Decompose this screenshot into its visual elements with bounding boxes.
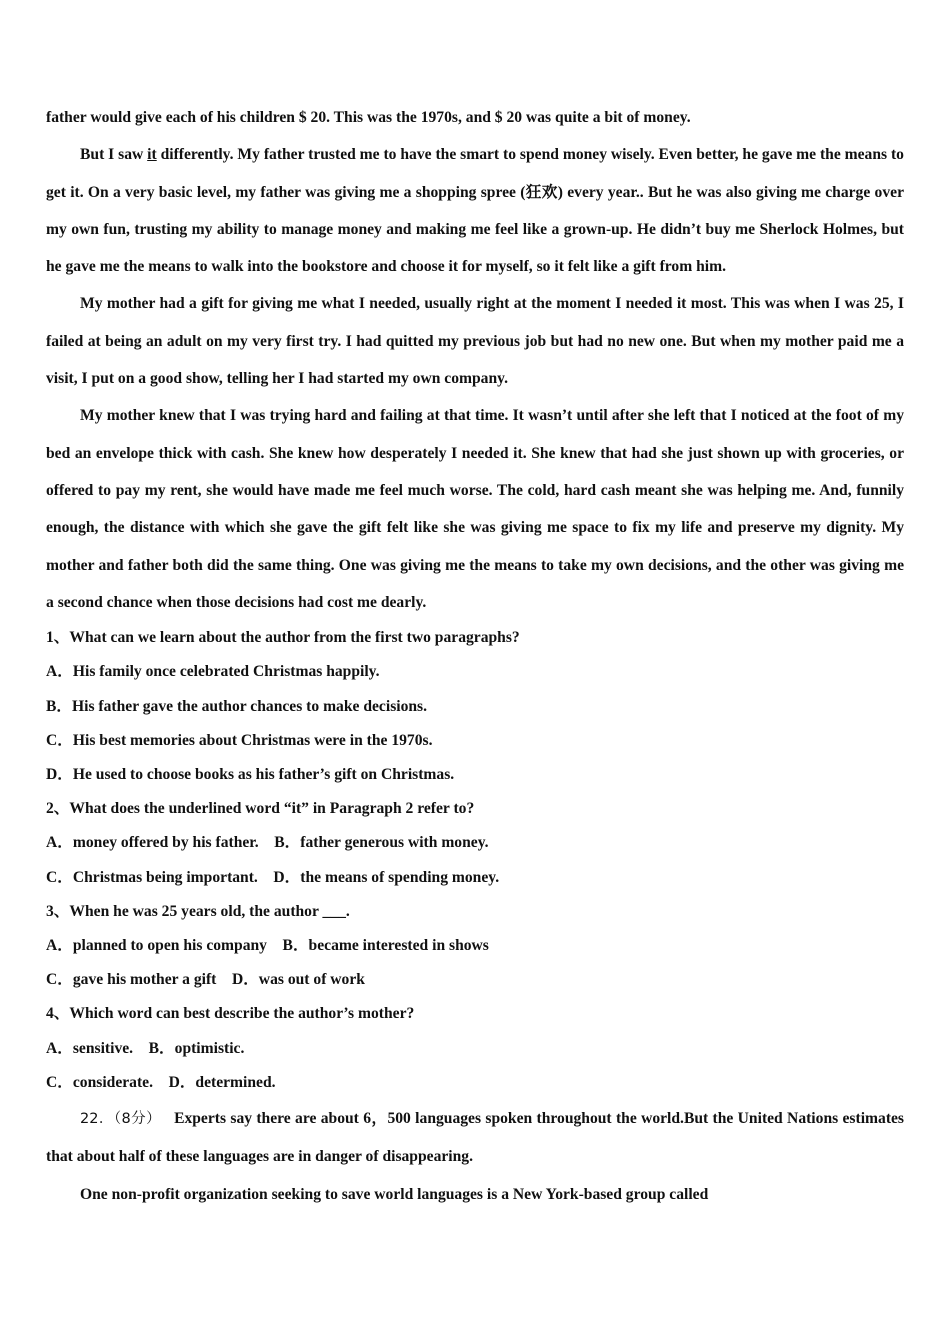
paragraph-2-rest: differently. My father trusted me to have the smart to spend money wisely. Even better, he gave me the means to get it. On a very basic level, my father was giving me a shopping spree (狂欢) every year.. But he was also giving me charge over my own fun, trusting my ability to manage money and making me feel like a grown-up. He didn’t buy me Sherlock Holmes, but he gave me the means to walk into the bookstore and choose it for myself, so it felt like a gift from him. <box>46 146 904 276</box>
option-line: A．planned to open his company B．became interested in shows <box>46 936 489 954</box>
option-line: C．His best memories about Christmas were in the 1970s. <box>46 731 433 749</box>
paragraph-3: My mother had a gift for giving me what I needed, usually right at the moment I needed it most. This was when I was 25, I failed at being an adult on my very first try. I had quitted my previous job but had no new one. But when my mother paid me a visit, I put on a good show, telling her I had started my own company. <box>46 295 904 388</box>
paragraph-2-start: But I saw <box>80 146 148 164</box>
paragraph-2 <box>46 136 904 285</box>
option-line: A．His family once celebrated Christmas happily. <box>46 663 380 681</box>
option-line: C．Christmas being important. D．the means of spending money. <box>46 868 500 886</box>
paragraph-1: father would give each of his children $ 20. This was the 1970s, and $ 20 was quite a bit of money. <box>46 109 691 126</box>
question-stem: 1、What can we learn about the author from the first two paragraphs? <box>46 629 520 647</box>
document-body <box>46 99 904 1213</box>
passage-22-intro <box>46 1100 904 1176</box>
option-line: A．sensitive. B．optimistic. <box>46 1039 245 1057</box>
option-line: A．money offered by his father. B．father generous with money. <box>46 834 489 852</box>
option-line: C．considerate. D．determined. <box>46 1073 276 1091</box>
question-2 <box>46 792 904 895</box>
question-4 <box>46 997 904 1100</box>
passage-22-next: One non-profit organization seeking to save world languages is a New York-based group called <box>80 1185 709 1203</box>
option-line: D．He used to choose books as his father’s gift on Christmas. <box>46 765 455 783</box>
question-1 <box>46 621 904 792</box>
underlined-word-it: it <box>147 146 157 164</box>
passage-22-text: Experts say there are about 6，500 languages spoken throughout the world.But the United Nations estimates that about half of these languages are in danger of disappearing. <box>46 1110 904 1166</box>
question-3 <box>46 895 904 998</box>
paragraph-4: My mother knew that I was trying hard and failing at that time. It wasn’t until after she left that I noticed at the foot of my bed an envelope thick with cash. She knew how desperately I needed it. She knew that had she just shown up with groceries, or offered to pay my rent, she would have made me feel much worse. The cold, hard cash meant she was helping me. And, funnily enough, the distance with which she gave the gift felt like she was giving me space to fix my life and preserve my dignity. My mother and father both did the same thing. One was giving me the means to take my own decisions, and the other was giving me a second chance when those decisions had cost me dearly. <box>46 407 904 611</box>
question-stem: 2、What does the underlined word “it” in Paragraph 2 refer to? <box>46 800 475 818</box>
option-line: B．His father gave the author chances to make decisions. <box>46 697 428 715</box>
question-stem: 4、Which word can best describe the author’s mother? <box>46 1005 415 1023</box>
question-number: 22．（8分） <box>80 1111 162 1127</box>
option-line: C．gave his mother a gift D．was out of work <box>46 971 365 989</box>
question-stem: 3、When he was 25 years old, the author ___. <box>46 902 350 920</box>
